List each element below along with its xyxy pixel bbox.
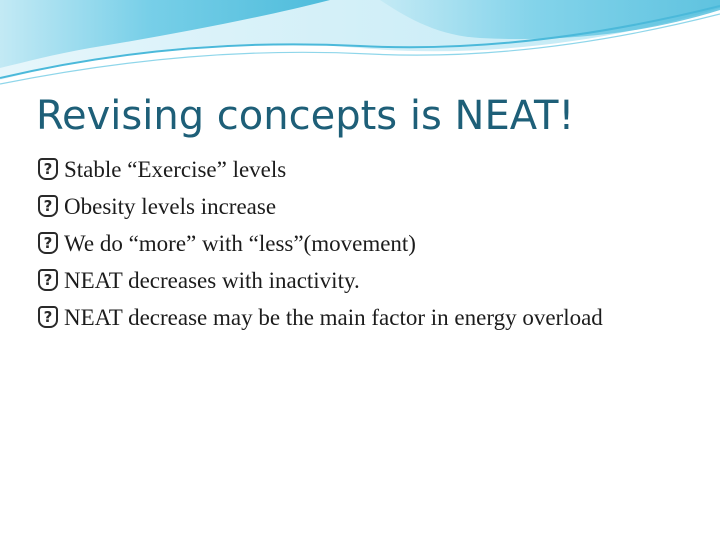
- bullet-text: We do “more” with “less”(movement): [64, 231, 416, 256]
- replacement-character-icon: [36, 229, 64, 259]
- bullet-text: Stable “Exercise” levels: [64, 157, 287, 182]
- list-item: [36, 192, 636, 222]
- bullet-text: NEAT decrease may be the main factor in energy overload: [64, 305, 603, 330]
- slide-title: Revising concepts is NEAT!: [36, 93, 575, 139]
- bullet-list: [36, 155, 636, 340]
- list-item: [36, 303, 636, 333]
- replacement-character-icon: [36, 155, 64, 185]
- header-wave-decoration: [0, 0, 720, 90]
- bullet-text: Obesity levels increase: [64, 194, 277, 219]
- list-item: [36, 155, 636, 185]
- replacement-character-icon: [36, 266, 64, 296]
- replacement-character-icon: [36, 192, 64, 222]
- bullet-text: NEAT decreases with inactivity.: [64, 268, 360, 293]
- replacement-character-icon: [36, 303, 64, 333]
- list-item: [36, 229, 636, 259]
- list-item: [36, 266, 636, 296]
